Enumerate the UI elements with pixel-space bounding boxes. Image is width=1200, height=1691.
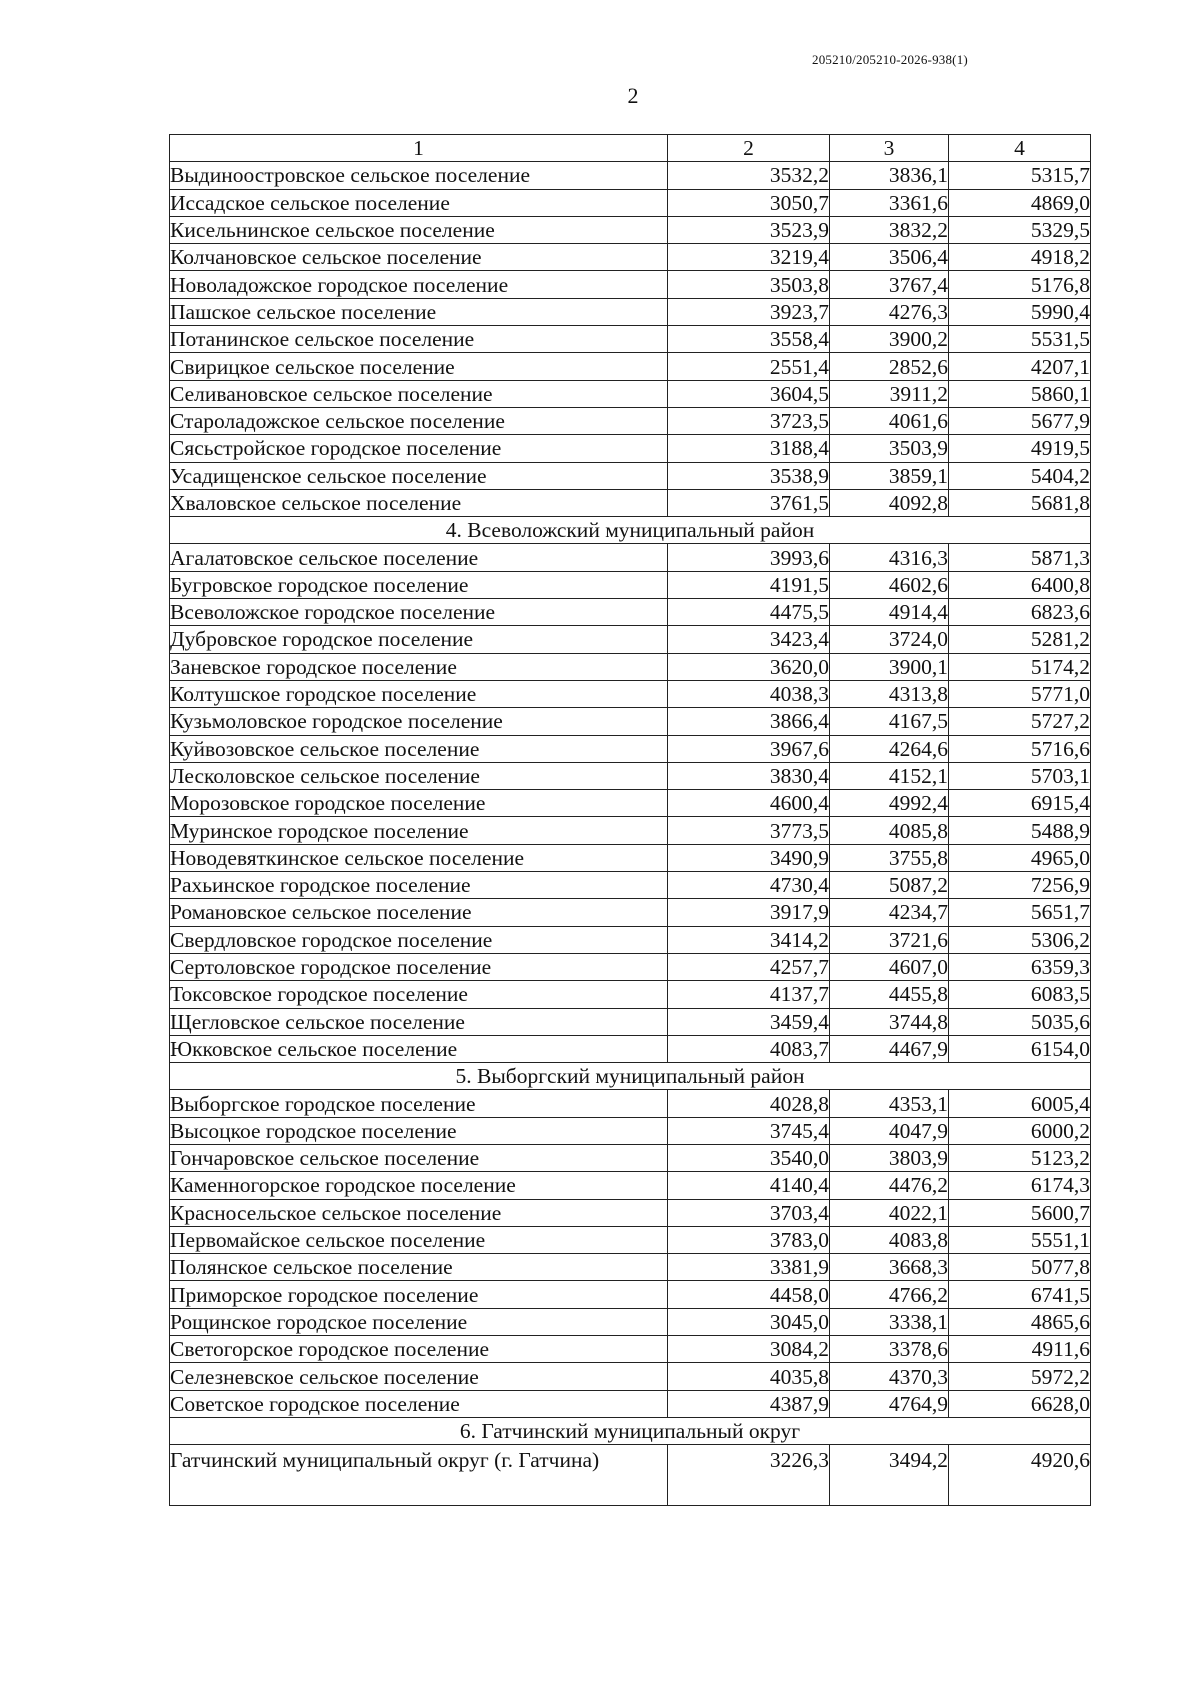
value-col-4: 6174,3 <box>949 1172 1091 1199</box>
value-col-3: 3803,9 <box>830 1144 949 1171</box>
value-col-4: 5716,6 <box>949 735 1091 762</box>
value-col-3: 3503,9 <box>830 435 949 462</box>
value-col-4: 5035,6 <box>949 1008 1091 1035</box>
settlement-name: Высоцкое городское поселение <box>170 1117 668 1144</box>
value-col-3: 4167,5 <box>830 708 949 735</box>
value-col-2: 3538,9 <box>668 462 830 489</box>
value-col-2: 4458,0 <box>668 1281 830 1308</box>
table-row <box>170 653 1091 680</box>
value-col-2: 3917,9 <box>668 899 830 926</box>
value-col-4: 5990,4 <box>949 298 1091 325</box>
value-col-3: 3494,2 <box>830 1445 949 1506</box>
value-col-2: 3993,6 <box>668 544 830 571</box>
value-col-3: 3721,6 <box>830 926 949 953</box>
value-col-4: 4918,2 <box>949 244 1091 271</box>
value-col-4: 6000,2 <box>949 1117 1091 1144</box>
settlement-name: Романовское сельское поселение <box>170 899 668 926</box>
value-col-4: 5681,8 <box>949 489 1091 516</box>
value-col-2: 4137,7 <box>668 981 830 1008</box>
table-row <box>170 844 1091 871</box>
value-col-3: 4353,1 <box>830 1090 949 1117</box>
value-col-3: 4992,4 <box>830 790 949 817</box>
table-row <box>170 1199 1091 1226</box>
table-row <box>170 162 1091 189</box>
value-col-2: 3923,7 <box>668 298 830 325</box>
settlement-name: Сясьстройское городское поселение <box>170 435 668 462</box>
value-col-2: 4140,4 <box>668 1172 830 1199</box>
value-col-2: 3045,0 <box>668 1308 830 1335</box>
section-title: 4. Всеволожский муниципальный район <box>170 517 1091 544</box>
table-row <box>170 1445 1091 1506</box>
value-col-4: 6154,0 <box>949 1035 1091 1062</box>
value-col-3: 4316,3 <box>830 544 949 571</box>
value-col-4: 6400,8 <box>949 571 1091 598</box>
value-col-3: 4083,8 <box>830 1226 949 1253</box>
value-col-3: 3338,1 <box>830 1308 949 1335</box>
settlement-name: Светогорское городское поселение <box>170 1336 668 1363</box>
table-row <box>170 326 1091 353</box>
table-row <box>170 1144 1091 1171</box>
value-col-3: 3378,6 <box>830 1336 949 1363</box>
table-row <box>170 489 1091 516</box>
table-row <box>170 407 1091 434</box>
settlement-name: Полянское сельское поселение <box>170 1254 668 1281</box>
table-row <box>170 271 1091 298</box>
value-col-2: 3783,0 <box>668 1226 830 1253</box>
value-col-4: 4911,6 <box>949 1336 1091 1363</box>
value-col-2: 4083,7 <box>668 1035 830 1062</box>
table-row <box>170 735 1091 762</box>
settlement-name: Щегловское сельское поселение <box>170 1008 668 1035</box>
settlement-name: Селивановское сельское поселение <box>170 380 668 407</box>
value-col-3: 4766,2 <box>830 1281 949 1308</box>
column-header: 2 <box>668 135 830 162</box>
value-col-4: 5488,9 <box>949 817 1091 844</box>
settlement-name: Пашское сельское поселение <box>170 298 668 325</box>
value-col-4: 4919,5 <box>949 435 1091 462</box>
value-col-2: 3866,4 <box>668 708 830 735</box>
table-row <box>170 216 1091 243</box>
table-row <box>170 872 1091 899</box>
section-row <box>170 1063 1091 1090</box>
value-col-3: 4467,9 <box>830 1035 949 1062</box>
value-col-4: 6823,6 <box>949 599 1091 626</box>
value-col-4: 5306,2 <box>949 926 1091 953</box>
settlement-name: Заневское городское поселение <box>170 653 668 680</box>
table-row <box>170 762 1091 789</box>
table-row <box>170 1254 1091 1281</box>
settlement-name: Хваловское сельское поселение <box>170 489 668 516</box>
table-row <box>170 1117 1091 1144</box>
value-col-2: 3558,4 <box>668 326 830 353</box>
table-row <box>170 380 1091 407</box>
value-col-2: 3503,8 <box>668 271 830 298</box>
value-col-3: 3900,2 <box>830 326 949 353</box>
value-col-3: 4264,6 <box>830 735 949 762</box>
value-col-4: 4869,0 <box>949 189 1091 216</box>
value-col-2: 3226,3 <box>668 1445 830 1506</box>
value-col-3: 4607,0 <box>830 953 949 980</box>
value-col-2: 3761,5 <box>668 489 830 516</box>
value-col-4: 5771,0 <box>949 680 1091 707</box>
value-col-4: 5315,7 <box>949 162 1091 189</box>
value-col-3: 4276,3 <box>830 298 949 325</box>
column-header: 4 <box>949 135 1091 162</box>
settlement-name: Лесколовское сельское поселение <box>170 762 668 789</box>
section-row <box>170 1417 1091 1444</box>
value-col-3: 4022,1 <box>830 1199 949 1226</box>
value-col-3: 3724,0 <box>830 626 949 653</box>
value-col-3: 4455,8 <box>830 981 949 1008</box>
value-col-4: 5174,2 <box>949 653 1091 680</box>
value-col-2: 3050,7 <box>668 189 830 216</box>
value-col-2: 3414,2 <box>668 926 830 953</box>
table-row <box>170 189 1091 216</box>
table-row <box>170 790 1091 817</box>
settlement-name: Потанинское сельское поселение <box>170 326 668 353</box>
table-header-row <box>170 135 1091 162</box>
value-col-3: 3859,1 <box>830 462 949 489</box>
settlement-name: Рахьинское городское поселение <box>170 872 668 899</box>
table-row <box>170 981 1091 1008</box>
value-col-4: 6005,4 <box>949 1090 1091 1117</box>
settlement-name: Иссадское сельское поселение <box>170 189 668 216</box>
value-col-3: 4092,8 <box>830 489 949 516</box>
table-row <box>170 1226 1091 1253</box>
value-col-2: 3084,2 <box>668 1336 830 1363</box>
value-col-3: 5087,2 <box>830 872 949 899</box>
value-col-2: 3604,5 <box>668 380 830 407</box>
table-row <box>170 1172 1091 1199</box>
value-col-2: 4257,7 <box>668 953 830 980</box>
settlement-name: Свердловское городское поселение <box>170 926 668 953</box>
settlement-name: Куйвозовское сельское поселение <box>170 735 668 762</box>
table-row <box>170 599 1091 626</box>
settlement-name: Дубровское городское поселение <box>170 626 668 653</box>
column-header: 1 <box>170 135 668 162</box>
value-col-4: 5651,7 <box>949 899 1091 926</box>
value-col-2: 3423,4 <box>668 626 830 653</box>
table-row <box>170 817 1091 844</box>
value-col-4: 5860,1 <box>949 380 1091 407</box>
value-col-4: 6741,5 <box>949 1281 1091 1308</box>
settlement-name: Всеволожское городское поселение <box>170 599 668 626</box>
value-col-2: 3773,5 <box>668 817 830 844</box>
value-col-3: 4914,4 <box>830 599 949 626</box>
value-col-2: 3381,9 <box>668 1254 830 1281</box>
value-col-4: 4965,0 <box>949 844 1091 871</box>
value-col-3: 4234,7 <box>830 899 949 926</box>
value-col-3: 4047,9 <box>830 1117 949 1144</box>
value-col-3: 4602,6 <box>830 571 949 598</box>
table-row <box>170 1008 1091 1035</box>
value-col-3: 3832,2 <box>830 216 949 243</box>
table-row <box>170 544 1091 571</box>
settlement-name: Кисельнинское сельское поселение <box>170 216 668 243</box>
value-col-2: 3830,4 <box>668 762 830 789</box>
section-title: 5. Выборгский муниципальный район <box>170 1063 1091 1090</box>
value-col-4: 5176,8 <box>949 271 1091 298</box>
value-col-2: 4028,8 <box>668 1090 830 1117</box>
value-col-4: 4207,1 <box>949 353 1091 380</box>
settlement-name: Свирицкое сельское поселение <box>170 353 668 380</box>
table-row <box>170 462 1091 489</box>
settlement-name: Сертоловское городское поселение <box>170 953 668 980</box>
value-col-4: 6359,3 <box>949 953 1091 980</box>
settlement-name: Гончаровское сельское поселение <box>170 1144 668 1171</box>
value-col-2: 4035,8 <box>668 1363 830 1390</box>
table-row <box>170 1308 1091 1335</box>
value-col-4: 5677,9 <box>949 407 1091 434</box>
value-col-3: 4313,8 <box>830 680 949 707</box>
table-row <box>170 680 1091 707</box>
settlement-name: Выборгское городское поселение <box>170 1090 668 1117</box>
section-row <box>170 517 1091 544</box>
value-col-2: 3967,6 <box>668 735 830 762</box>
value-col-2: 4191,5 <box>668 571 830 598</box>
value-col-2: 3490,9 <box>668 844 830 871</box>
settlement-name: Колчановское сельское поселение <box>170 244 668 271</box>
table-row <box>170 1336 1091 1363</box>
value-col-4: 5703,1 <box>949 762 1091 789</box>
document-id: 205210/205210-2026-938(1) <box>812 52 968 67</box>
value-col-4: 5600,7 <box>949 1199 1091 1226</box>
value-col-2: 4038,3 <box>668 680 830 707</box>
value-col-4: 5551,1 <box>949 1226 1091 1253</box>
value-col-3: 3668,3 <box>830 1254 949 1281</box>
value-col-3: 3506,4 <box>830 244 949 271</box>
settlement-name: Гатчинский муниципальный округ (г. Гатчина) <box>170 1445 668 1506</box>
value-col-2: 4730,4 <box>668 872 830 899</box>
table-row <box>170 1090 1091 1117</box>
value-col-4: 7256,9 <box>949 872 1091 899</box>
table-row <box>170 708 1091 735</box>
settlement-name: Колтушское городское поселение <box>170 680 668 707</box>
value-col-2: 3620,0 <box>668 653 830 680</box>
value-col-4: 5077,8 <box>949 1254 1091 1281</box>
table-row <box>170 626 1091 653</box>
value-col-3: 3900,1 <box>830 653 949 680</box>
value-col-3: 4476,2 <box>830 1172 949 1199</box>
settlement-name: Первомайское сельское поселение <box>170 1226 668 1253</box>
settlement-name: Староладожское сельское поселение <box>170 407 668 434</box>
value-col-4: 5329,5 <box>949 216 1091 243</box>
table-row <box>170 953 1091 980</box>
value-col-2: 4600,4 <box>668 790 830 817</box>
settlement-name: Рощинское городское поселение <box>170 1308 668 1335</box>
settlement-name: Выдиноостровское сельское поселение <box>170 162 668 189</box>
table-row <box>170 926 1091 953</box>
table-row <box>170 244 1091 271</box>
value-col-3: 4152,1 <box>830 762 949 789</box>
value-col-2: 3188,4 <box>668 435 830 462</box>
value-col-4: 4865,6 <box>949 1308 1091 1335</box>
value-col-4: 5531,5 <box>949 326 1091 353</box>
settlement-name: Новодевяткинское сельское поселение <box>170 844 668 871</box>
page-number: 2 <box>627 83 639 108</box>
value-col-3: 3755,8 <box>830 844 949 871</box>
data-table <box>169 134 1091 1506</box>
table-row <box>170 1035 1091 1062</box>
value-col-2: 2551,4 <box>668 353 830 380</box>
table-row <box>170 1363 1091 1390</box>
value-col-2: 3219,4 <box>668 244 830 271</box>
table-row <box>170 353 1091 380</box>
value-col-3: 3836,1 <box>830 162 949 189</box>
value-col-3: 4085,8 <box>830 817 949 844</box>
settlement-name: Юкковское сельское поселение <box>170 1035 668 1062</box>
settlement-name: Селезневское сельское поселение <box>170 1363 668 1390</box>
settlement-name: Советское городское поселение <box>170 1390 668 1417</box>
settlement-name: Приморское городское поселение <box>170 1281 668 1308</box>
value-col-2: 3540,0 <box>668 1144 830 1171</box>
value-col-4: 5871,3 <box>949 544 1091 571</box>
settlement-name: Морозовское городское поселение <box>170 790 668 817</box>
value-col-4: 5972,2 <box>949 1363 1091 1390</box>
settlement-name: Муринское городское поселение <box>170 817 668 844</box>
value-col-3: 4764,9 <box>830 1390 949 1417</box>
value-col-2: 4387,9 <box>668 1390 830 1417</box>
settlement-name: Кузьмоловское городское поселение <box>170 708 668 735</box>
table-row <box>170 435 1091 462</box>
value-col-2: 3703,4 <box>668 1199 830 1226</box>
table-row <box>170 1390 1091 1417</box>
value-col-2: 3459,4 <box>668 1008 830 1035</box>
value-col-3: 3744,8 <box>830 1008 949 1035</box>
value-col-2: 3745,4 <box>668 1117 830 1144</box>
value-col-4: 5281,2 <box>949 626 1091 653</box>
value-col-3: 3361,6 <box>830 189 949 216</box>
table-row <box>170 899 1091 926</box>
value-col-2: 4475,5 <box>668 599 830 626</box>
settlement-name: Бугровское городское поселение <box>170 571 668 598</box>
table-row <box>170 571 1091 598</box>
settlement-name: Красносельское сельское поселение <box>170 1199 668 1226</box>
value-col-4: 5727,2 <box>949 708 1091 735</box>
settlement-name: Каменногорское городское поселение <box>170 1172 668 1199</box>
value-col-2: 3723,5 <box>668 407 830 434</box>
section-title: 6. Гатчинский муниципальный округ <box>170 1417 1091 1444</box>
value-col-3: 4061,6 <box>830 407 949 434</box>
value-col-4: 6915,4 <box>949 790 1091 817</box>
value-col-4: 6083,5 <box>949 981 1091 1008</box>
value-col-3: 4370,3 <box>830 1363 949 1390</box>
value-col-4: 4920,6 <box>949 1445 1091 1506</box>
value-col-4: 6628,0 <box>949 1390 1091 1417</box>
value-col-4: 5123,2 <box>949 1144 1091 1171</box>
table-row <box>170 1281 1091 1308</box>
settlement-name: Агалатовское сельское поселение <box>170 544 668 571</box>
value-col-2: 3532,2 <box>668 162 830 189</box>
table-row <box>170 298 1091 325</box>
value-col-2: 3523,9 <box>668 216 830 243</box>
value-col-3: 3767,4 <box>830 271 949 298</box>
value-col-3: 3911,2 <box>830 380 949 407</box>
value-col-3: 2852,6 <box>830 353 949 380</box>
column-header: 3 <box>830 135 949 162</box>
value-col-4: 5404,2 <box>949 462 1091 489</box>
settlement-name: Усадищенское сельское поселение <box>170 462 668 489</box>
settlement-name: Новоладожское городское поселение <box>170 271 668 298</box>
settlement-name: Токсовское городское поселение <box>170 981 668 1008</box>
